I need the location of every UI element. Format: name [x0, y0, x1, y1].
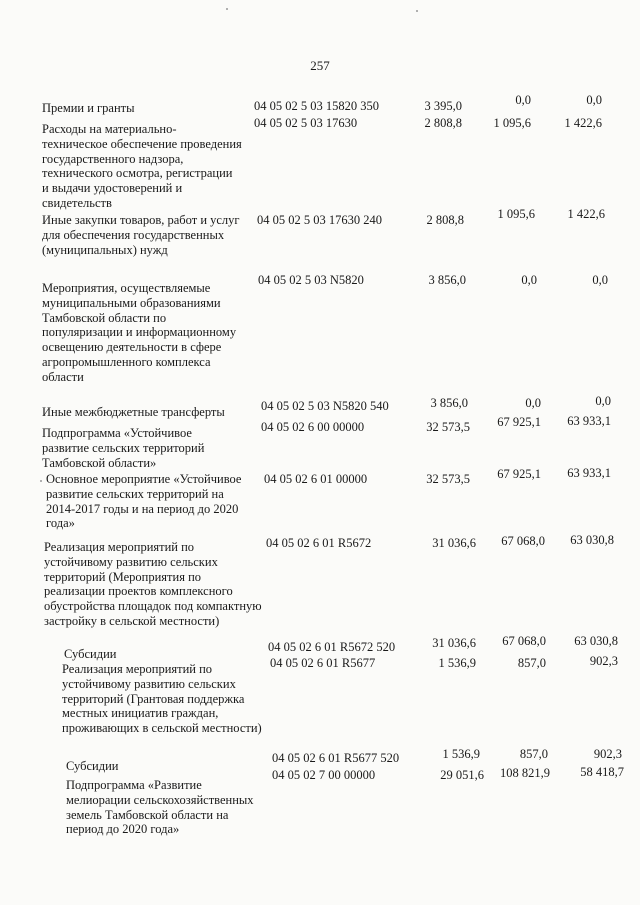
row-value-1: 32 573,5: [426, 420, 470, 434]
row-name: Реализация мероприятий по устойчивому развитию сельских территорий (Грантовая поддержка местных инициатив граждан, проживающих в сельской местности): [62, 662, 262, 736]
row-value-1: 3 856,0: [428, 273, 466, 287]
row-value-3: 63 933,1: [567, 414, 611, 428]
row-name: Подпрограмма «Развитие мелиорации сельскохозяйственных земель Тамбовской области на период до 2020 года»: [66, 778, 254, 837]
row-value-1: 32 573,5: [426, 472, 470, 486]
row-value-2: 857,0: [517, 656, 546, 670]
row-code: 04 05 02 5 03 N5820 540: [261, 399, 389, 413]
scan-speck: [226, 8, 228, 10]
row-value-3: 0,0: [586, 93, 602, 107]
row-code: 04 05 02 6 00 00000: [261, 420, 365, 434]
row-name: Подпрограмма «Устойчивое развитие сельских территорий Тамбовской области»: [42, 426, 205, 470]
row-value-2: 67 925,1: [497, 415, 541, 429]
row-name: Расходы на материально-техническое обеспечение проведения государственного надзора, технического осмотра, регистрации и выдачи удостоверений и свидетельств: [42, 122, 242, 210]
row-value-2: 67 068,0: [501, 534, 545, 548]
row-value-3: 902,3: [589, 654, 618, 668]
row-value-3: 63 933,1: [567, 466, 611, 480]
row-code: 04 05 02 6 01 R5672 520: [268, 640, 396, 654]
row-name: Иные межбюджетные трансферты: [42, 405, 225, 419]
row-value-3: 0,0: [592, 273, 608, 287]
row-value-1: 29 051,6: [440, 768, 484, 782]
row-name: Реализация мероприятий по устойчивому развитию сельских территорий (Мероприятия по реализации проектов комплексного обустройства площадок под компактную застройку в сельской местности): [44, 540, 262, 628]
row-code: 04 05 02 6 01 R5672: [266, 536, 372, 550]
page-number: 257: [310, 58, 330, 73]
row-name: Субсидии: [64, 647, 117, 661]
row-value-1: 3 856,0: [430, 396, 468, 410]
row-value-1: 1 536,9: [438, 656, 476, 670]
row-value-2: 0,0: [515, 93, 531, 107]
row-value-1: 3 395,0: [424, 99, 462, 113]
row-code: 04 05 02 7 00 00000: [272, 768, 376, 782]
row-value-1: 2 808,8: [426, 213, 464, 227]
row-value-1: 31 036,6: [432, 636, 476, 650]
row-value-3: 1 422,6: [564, 116, 602, 130]
row-value-3: 63 030,8: [570, 533, 614, 547]
row-value-2: 1 095,6: [497, 207, 535, 221]
row-code: 04 05 02 6 01 R5677 520: [272, 751, 400, 765]
row-value-3: 1 422,6: [567, 207, 605, 221]
row-value-2: 67 068,0: [502, 634, 546, 648]
row-value-1: 1 536,9: [442, 747, 480, 761]
scan-speck: [416, 10, 418, 12]
row-code: 04 05 02 5 03 17630 240: [257, 213, 382, 227]
row-name: Основное мероприятие «Устойчивое развитие сельских территорий на 2014-2017 годы и на период до 2020 года»: [46, 472, 242, 531]
row-value-2: 108 821,9: [500, 766, 550, 780]
row-value-2: 857,0: [519, 747, 548, 761]
row-name: Премии и гранты: [42, 101, 135, 115]
row-name: Иные закупки товаров, работ и услуг для обеспечения государственных (муниципальных) нужд: [42, 213, 240, 257]
row-code: 04 05 02 6 01 00000: [264, 472, 368, 486]
row-name: Субсидии: [66, 759, 119, 773]
row-value-3: 902,3: [593, 747, 622, 761]
row-code: 04 05 02 5 03 N5820: [258, 273, 364, 287]
row-value-1: 2 808,8: [424, 116, 462, 130]
row-value-3: 63 030,8: [574, 634, 618, 648]
row-code: 04 05 02 5 03 15820 350: [254, 99, 379, 113]
row-value-2: 0,0: [525, 396, 541, 410]
row-name: Мероприятия, осуществляемые муниципальными образованиями Тамбовской области по популяризации и информационному освещению деятельности в сфере агропромышленного комплекса области: [42, 281, 237, 384]
row-value-2: 67 925,1: [497, 467, 541, 481]
row-value-2: 1 095,6: [493, 116, 531, 130]
row-value-3: 58 418,7: [580, 765, 624, 779]
scan-speck: [40, 480, 42, 482]
row-code: 04 05 02 6 01 R5677: [270, 656, 376, 670]
row-value-1: 31 036,6: [432, 536, 476, 550]
row-value-2: 0,0: [521, 273, 537, 287]
row-value-3: 0,0: [595, 394, 611, 408]
row-code: 04 05 02 5 03 17630: [254, 116, 358, 130]
